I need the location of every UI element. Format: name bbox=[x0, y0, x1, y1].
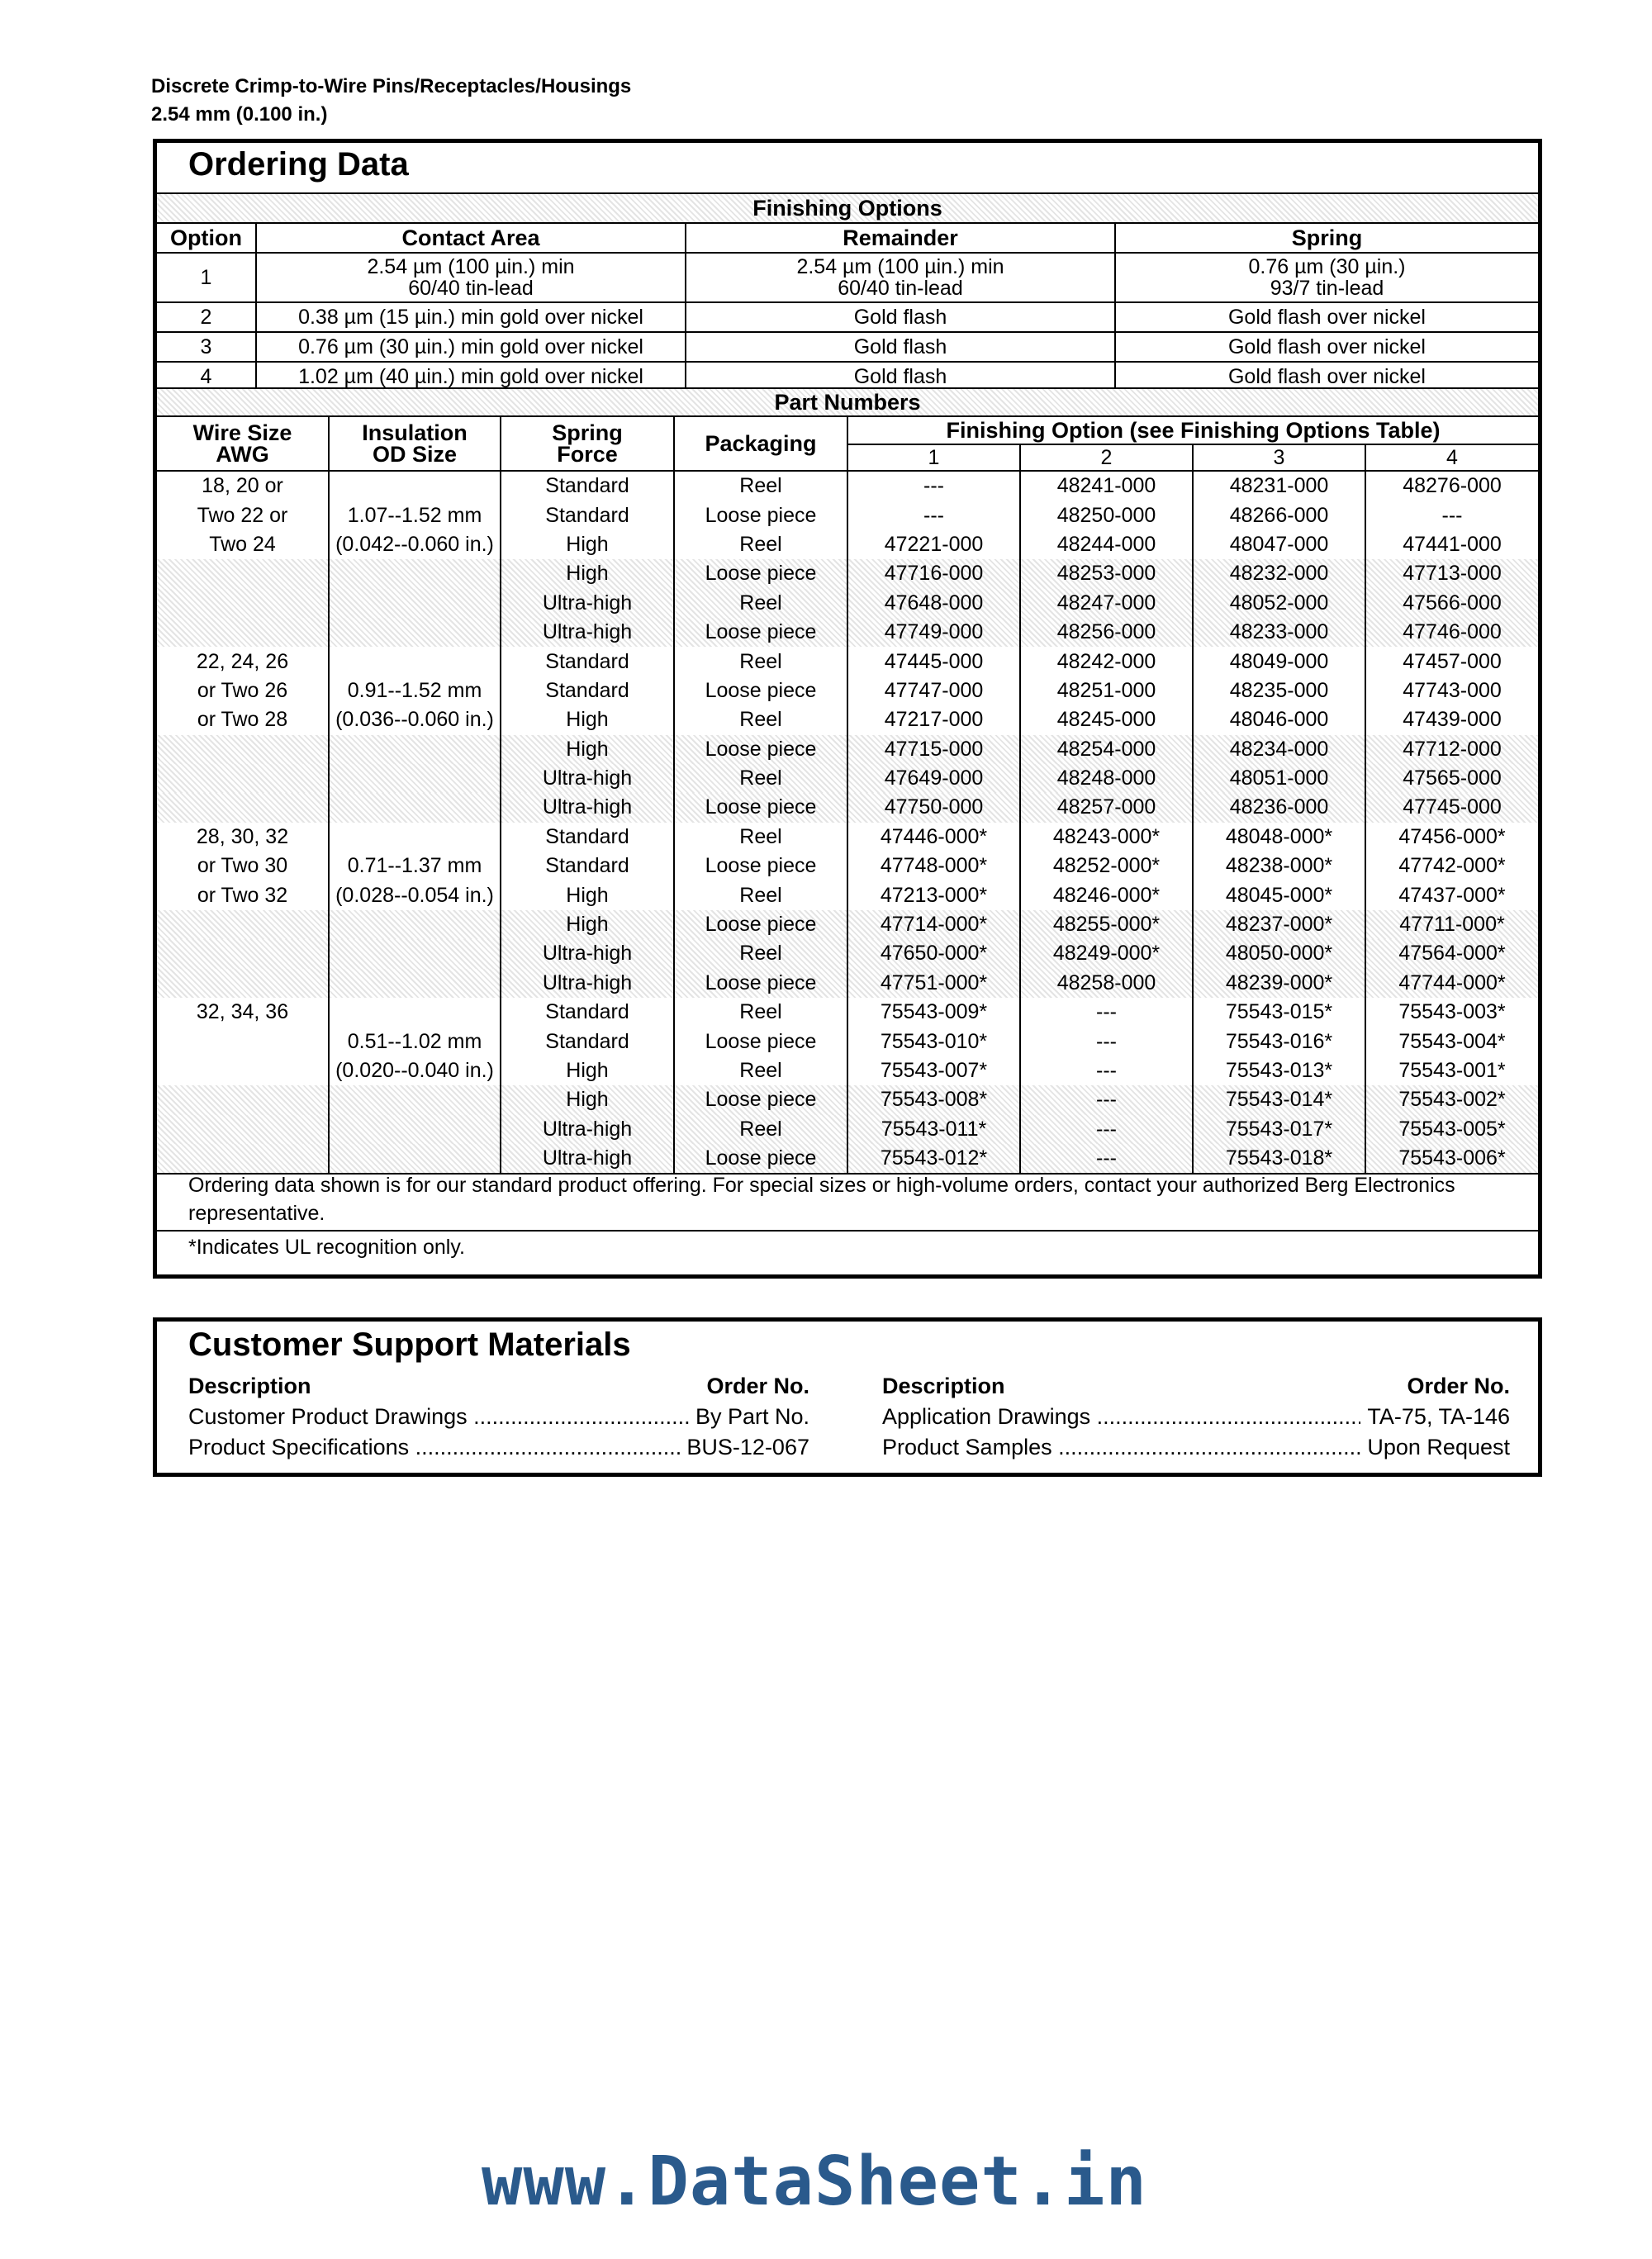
insulation-cell bbox=[329, 823, 501, 852]
col-option-1: 1 bbox=[847, 444, 1020, 471]
part-number-option-1: 47715-000 bbox=[847, 735, 1020, 764]
spring-force-cell: Ultra-high bbox=[501, 1115, 674, 1144]
part-number-option-3: 48233-000 bbox=[1193, 618, 1365, 647]
support-order: Upon Request bbox=[1367, 1435, 1510, 1459]
remainder-cell: Gold flash bbox=[686, 332, 1115, 362]
insulation-cell bbox=[329, 471, 501, 501]
spring-force-cell: High bbox=[501, 880, 674, 909]
part-number-option-3: 75543-018* bbox=[1193, 1144, 1365, 1174]
insulation-cell: 0.51--1.02 mm bbox=[329, 1027, 501, 1056]
part-number-option-3: 75543-017* bbox=[1193, 1115, 1365, 1144]
part-number-option-3: 48234-000 bbox=[1193, 735, 1365, 764]
part-number-option-2: 48243-000* bbox=[1020, 823, 1193, 852]
support-desc: Customer Product Drawings ..... bbox=[188, 1402, 689, 1432]
packaging-cell: Reel bbox=[674, 1115, 847, 1144]
insulation-cell bbox=[329, 939, 501, 968]
part-number-option-1: 75543-009* bbox=[847, 998, 1020, 1027]
col-option: Option bbox=[157, 223, 256, 253]
part-row bbox=[157, 939, 1538, 968]
support-title: Customer Support Materials bbox=[188, 1326, 631, 1363]
wire-size-cell: 28, 30, 32 bbox=[157, 823, 329, 852]
support-row bbox=[882, 1402, 1510, 1432]
spring-force-cell: Ultra-high bbox=[501, 793, 674, 822]
col-remainder: Remainder bbox=[686, 223, 1115, 253]
part-number-option-2: 48246-000* bbox=[1020, 880, 1193, 909]
spring-force-cell: High bbox=[501, 910, 674, 939]
contact-area-cell: 1.02 µm (40 µin.) min gold over nickel bbox=[256, 362, 686, 392]
part-number-option-1: 47648-000 bbox=[847, 589, 1020, 618]
part-row bbox=[157, 647, 1538, 676]
part-row bbox=[157, 1115, 1538, 1144]
col-wire-size: Wire Size AWG bbox=[157, 416, 329, 471]
part-number-option-1: 47716-000 bbox=[847, 559, 1020, 588]
wire-size-cell: or Two 30 bbox=[157, 852, 329, 880]
insulation-cell bbox=[329, 559, 501, 588]
part-numbers-band: Part Numbers bbox=[157, 388, 1538, 416]
part-number-option-2: 48255-000* bbox=[1020, 910, 1193, 939]
support-row bbox=[188, 1402, 809, 1432]
part-number-option-2: 48242-000 bbox=[1020, 647, 1193, 676]
ordering-note: Ordering data shown is for our standard product offering. For special sizes or high-volume orders, contact your authorized Berg Electronics representative. bbox=[188, 1174, 1455, 1225]
support-order: BUS-12-067 bbox=[686, 1435, 809, 1459]
part-number-option-3: 48051-000 bbox=[1193, 764, 1365, 793]
desc-label: Description bbox=[882, 1374, 1005, 1398]
support-desc: Product Specifications ..... bbox=[188, 1432, 680, 1463]
support-desc: Application Drawings ..... bbox=[882, 1402, 1360, 1432]
part-number-option-4: 47566-000 bbox=[1365, 589, 1538, 618]
wire-size-cell bbox=[157, 969, 329, 998]
packaging-cell: Loose piece bbox=[674, 1144, 847, 1174]
part-number-option-1: 47750-000 bbox=[847, 793, 1020, 822]
insulation-cell bbox=[329, 998, 501, 1027]
part-number-option-3: 48232-000 bbox=[1193, 559, 1365, 588]
insulation-cell bbox=[329, 1115, 501, 1144]
spring-force-cell: Ultra-high bbox=[501, 969, 674, 998]
finishing-row bbox=[157, 332, 1538, 362]
insulation-cell bbox=[329, 647, 501, 676]
spring-force-cell: High bbox=[501, 735, 674, 764]
contact-area-cell: 0.76 µm (30 µin.) min gold over nickel bbox=[256, 332, 686, 362]
remainder-cell: Gold flash bbox=[686, 302, 1115, 332]
part-number-option-2: --- bbox=[1020, 1144, 1193, 1174]
part-number-option-3: 75543-013* bbox=[1193, 1056, 1365, 1085]
part-number-option-2: 48241-000 bbox=[1020, 471, 1193, 501]
support-order: By Part No. bbox=[695, 1404, 809, 1429]
part-number-option-1: 47714-000* bbox=[847, 910, 1020, 939]
part-number-option-2: --- bbox=[1020, 1085, 1193, 1114]
packaging-cell: Loose piece bbox=[674, 559, 847, 588]
part-number-option-1: 75543-007* bbox=[847, 1056, 1020, 1085]
part-row bbox=[157, 910, 1538, 939]
insulation-cell bbox=[329, 969, 501, 998]
watermark[interactable]: www.DataSheet.in bbox=[482, 2143, 1147, 2221]
packaging-cell: Loose piece bbox=[674, 501, 847, 529]
part-number-option-3: 48050-000* bbox=[1193, 939, 1365, 968]
part-number-option-2: 48252-000* bbox=[1020, 852, 1193, 880]
option-number: 4 bbox=[157, 362, 256, 392]
part-row bbox=[157, 764, 1538, 793]
col-spring-force: Spring Force bbox=[501, 416, 674, 471]
spring-force-cell: Standard bbox=[501, 676, 674, 705]
part-number-option-1: --- bbox=[847, 471, 1020, 501]
part-number-option-1: 47221-000 bbox=[847, 530, 1020, 559]
col-option-2: 2 bbox=[1020, 444, 1193, 471]
support-order: TA-75, TA-146 bbox=[1367, 1404, 1510, 1429]
part-row bbox=[157, 618, 1538, 647]
insulation-cell: (0.036--0.060 in.) bbox=[329, 705, 501, 734]
page-header bbox=[151, 73, 631, 129]
spring-force-cell: High bbox=[501, 559, 674, 588]
packaging-cell: Reel bbox=[674, 647, 847, 676]
wire-size-cell: Two 24 bbox=[157, 530, 329, 559]
col-finishing-option: Finishing Option (see Finishing Options Table) bbox=[847, 416, 1538, 444]
part-number-option-1: 47217-000 bbox=[847, 705, 1020, 734]
part-row bbox=[157, 880, 1538, 909]
spring-force-cell: Standard bbox=[501, 471, 674, 501]
part-number-option-2: 48253-000 bbox=[1020, 559, 1193, 588]
part-number-option-4: 47713-000 bbox=[1365, 559, 1538, 588]
part-number-option-4: 47439-000 bbox=[1365, 705, 1538, 734]
packaging-cell: Loose piece bbox=[674, 1027, 847, 1056]
wire-size-cell bbox=[157, 764, 329, 793]
spring-force-cell: Ultra-high bbox=[501, 939, 674, 968]
wire-size-cell bbox=[157, 1115, 329, 1144]
spring-force-cell: Ultra-high bbox=[501, 1144, 674, 1174]
spring-force-cell: Ultra-high bbox=[501, 618, 674, 647]
part-number-option-2: 48256-000 bbox=[1020, 618, 1193, 647]
spring-force-cell: Standard bbox=[501, 501, 674, 529]
part-number-option-1: 75543-011* bbox=[847, 1115, 1020, 1144]
part-row bbox=[157, 969, 1538, 998]
wire-size-cell bbox=[157, 793, 329, 822]
spring-force-cell: Standard bbox=[501, 823, 674, 852]
insulation-cell bbox=[329, 618, 501, 647]
spring-cell: Gold flash over nickel bbox=[1115, 362, 1538, 392]
remainder-cell: 2.54 µm (100 µin.) min 60/40 tin-lead bbox=[686, 253, 1115, 302]
part-number-option-2: 48248-000 bbox=[1020, 764, 1193, 793]
part-number-option-4: 47564-000* bbox=[1365, 939, 1538, 968]
spring-cell: Gold flash over nickel bbox=[1115, 332, 1538, 362]
part-number-option-3: 75543-015* bbox=[1193, 998, 1365, 1027]
part-number-option-1: 47213-000* bbox=[847, 880, 1020, 909]
spring-force-cell: Standard bbox=[501, 852, 674, 880]
part-number-option-2: --- bbox=[1020, 1115, 1193, 1144]
part-number-option-1: 47748-000* bbox=[847, 852, 1020, 880]
part-number-option-4: 47441-000 bbox=[1365, 530, 1538, 559]
insulation-cell bbox=[329, 589, 501, 618]
header-title: Discrete Crimp-to-Wire Pins/Receptacles/Housings bbox=[151, 75, 632, 97]
spring-force-cell: Ultra-high bbox=[501, 589, 674, 618]
option-number: 1 bbox=[157, 253, 256, 302]
wire-size-cell bbox=[157, 735, 329, 764]
customer-support-box bbox=[153, 1317, 1542, 1477]
part-number-option-3: 48235-000 bbox=[1193, 676, 1365, 705]
col-spring: Spring bbox=[1115, 223, 1538, 253]
part-number-option-2: 48245-000 bbox=[1020, 705, 1193, 734]
packaging-cell: Reel bbox=[674, 823, 847, 852]
packaging-cell: Loose piece bbox=[674, 618, 847, 647]
part-row bbox=[157, 1056, 1538, 1085]
part-number-option-4: 75543-003* bbox=[1365, 998, 1538, 1027]
packaging-cell: Reel bbox=[674, 764, 847, 793]
part-number-option-2: 48251-000 bbox=[1020, 676, 1193, 705]
insulation-cell: 0.71--1.37 mm bbox=[329, 852, 501, 880]
part-number-option-3: 48047-000 bbox=[1193, 530, 1365, 559]
part-row bbox=[157, 1027, 1538, 1056]
part-number-option-1: 47649-000 bbox=[847, 764, 1020, 793]
part-number-option-2: 48254-000 bbox=[1020, 735, 1193, 764]
wire-size-cell bbox=[157, 1085, 329, 1114]
part-number-option-4: 75543-004* bbox=[1365, 1027, 1538, 1056]
part-number-option-4: 75543-006* bbox=[1365, 1144, 1538, 1174]
col-packaging: Packaging bbox=[674, 416, 847, 471]
finishing-options-table bbox=[157, 192, 1538, 392]
part-number-option-1: 47446-000* bbox=[847, 823, 1020, 852]
spring-force-cell: High bbox=[501, 1056, 674, 1085]
wire-size-cell bbox=[157, 559, 329, 588]
packaging-cell: Loose piece bbox=[674, 910, 847, 939]
part-number-option-2: 48244-000 bbox=[1020, 530, 1193, 559]
insulation-cell: 1.07--1.52 mm bbox=[329, 501, 501, 529]
part-number-option-3: 48231-000 bbox=[1193, 471, 1365, 501]
order-label: Order No. bbox=[1407, 1374, 1510, 1398]
part-number-option-4: 47746-000 bbox=[1365, 618, 1538, 647]
option-number: 3 bbox=[157, 332, 256, 362]
insulation-cell bbox=[329, 764, 501, 793]
part-number-option-4: 47437-000* bbox=[1365, 880, 1538, 909]
packaging-cell: Reel bbox=[674, 530, 847, 559]
packaging-cell: Loose piece bbox=[674, 969, 847, 998]
spring-force-cell: High bbox=[501, 1085, 674, 1114]
wire-size-cell: or Two 32 bbox=[157, 880, 329, 909]
support-left-column bbox=[188, 1371, 809, 1463]
part-number-option-3: 48237-000* bbox=[1193, 910, 1365, 939]
contact-area-cell: 2.54 µm (100 µin.) min 60/40 tin-lead bbox=[256, 253, 686, 302]
col-option-3: 3 bbox=[1193, 444, 1365, 471]
part-number-option-2: 48258-000 bbox=[1020, 969, 1193, 998]
wire-size-cell bbox=[157, 1144, 329, 1174]
spring-cell: 0.76 µm (30 µin.) 93/7 tin-lead bbox=[1115, 253, 1538, 302]
part-number-option-4: 47565-000 bbox=[1365, 764, 1538, 793]
packaging-cell: Loose piece bbox=[674, 1085, 847, 1114]
ordering-title: Ordering Data bbox=[188, 146, 409, 183]
part-number-option-4: 47745-000 bbox=[1365, 793, 1538, 822]
support-right-column bbox=[882, 1371, 1510, 1463]
wire-size-cell: 32, 34, 36 bbox=[157, 998, 329, 1027]
part-number-option-1: 47445-000 bbox=[847, 647, 1020, 676]
part-number-option-4: 47742-000* bbox=[1365, 852, 1538, 880]
part-row bbox=[157, 471, 1538, 501]
packaging-cell: Loose piece bbox=[674, 735, 847, 764]
part-number-option-4: 47711-000* bbox=[1365, 910, 1538, 939]
part-number-option-1: 75543-008* bbox=[847, 1085, 1020, 1114]
part-number-option-1: 47749-000 bbox=[847, 618, 1020, 647]
header-subtitle: 2.54 mm (0.100 in.) bbox=[151, 103, 328, 126]
spring-force-cell: Standard bbox=[501, 998, 674, 1027]
part-number-option-2: 48257-000 bbox=[1020, 793, 1193, 822]
part-row bbox=[157, 998, 1538, 1027]
support-desc: Product Samples ..... bbox=[882, 1432, 1360, 1463]
wire-size-cell bbox=[157, 589, 329, 618]
part-row bbox=[157, 1085, 1538, 1114]
part-number-option-4: 47744-000* bbox=[1365, 969, 1538, 998]
part-number-option-4: 48276-000 bbox=[1365, 471, 1538, 501]
insulation-cell bbox=[329, 793, 501, 822]
part-number-option-1: 75543-010* bbox=[847, 1027, 1020, 1056]
support-row bbox=[188, 1432, 809, 1463]
wire-size-cell: Two 22 or bbox=[157, 501, 329, 529]
insulation-cell bbox=[329, 1085, 501, 1114]
ordering-data-box bbox=[153, 139, 1542, 1279]
packaging-cell: Reel bbox=[674, 880, 847, 909]
part-number-option-4: 47743-000 bbox=[1365, 676, 1538, 705]
insulation-cell bbox=[329, 910, 501, 939]
wire-size-cell: or Two 28 bbox=[157, 705, 329, 734]
option-number: 2 bbox=[157, 302, 256, 332]
note-divider bbox=[157, 1230, 1538, 1232]
part-row bbox=[157, 705, 1538, 734]
part-number-option-3: 48239-000* bbox=[1193, 969, 1365, 998]
col-insulation: Insulation OD Size bbox=[329, 416, 501, 471]
part-row bbox=[157, 823, 1538, 852]
col-option-4: 4 bbox=[1365, 444, 1538, 471]
wire-size-cell: 18, 20 or bbox=[157, 471, 329, 501]
insulation-cell: 0.91--1.52 mm bbox=[329, 676, 501, 705]
part-row bbox=[157, 793, 1538, 822]
part-row bbox=[157, 735, 1538, 764]
spring-force-cell: High bbox=[501, 705, 674, 734]
wire-size-cell bbox=[157, 910, 329, 939]
part-row bbox=[157, 676, 1538, 705]
spring-force-cell: Standard bbox=[501, 1027, 674, 1056]
packaging-cell: Reel bbox=[674, 471, 847, 501]
insulation-cell: (0.042--0.060 in.) bbox=[329, 530, 501, 559]
part-number-option-4: 75543-002* bbox=[1365, 1085, 1538, 1114]
finishing-row bbox=[157, 253, 1538, 302]
part-number-option-3: 48045-000* bbox=[1193, 880, 1365, 909]
spring-force-cell: Ultra-high bbox=[501, 764, 674, 793]
part-number-option-2: --- bbox=[1020, 998, 1193, 1027]
packaging-cell: Loose piece bbox=[674, 852, 847, 880]
spring-force-cell: Standard bbox=[501, 647, 674, 676]
part-number-option-4: 75543-001* bbox=[1365, 1056, 1538, 1085]
packaging-cell: Reel bbox=[674, 998, 847, 1027]
part-number-option-3: 75543-014* bbox=[1193, 1085, 1365, 1114]
support-row bbox=[882, 1432, 1510, 1463]
part-number-option-2: --- bbox=[1020, 1027, 1193, 1056]
part-number-option-2: 48249-000* bbox=[1020, 939, 1193, 968]
part-number-option-3: 48046-000 bbox=[1193, 705, 1365, 734]
part-row bbox=[157, 589, 1538, 618]
order-label: Order No. bbox=[706, 1374, 809, 1398]
insulation-cell bbox=[329, 1144, 501, 1174]
part-number-option-4: --- bbox=[1365, 501, 1538, 529]
part-row bbox=[157, 501, 1538, 529]
packaging-cell: Reel bbox=[674, 705, 847, 734]
part-number-option-3: 48236-000 bbox=[1193, 793, 1365, 822]
packaging-cell: Reel bbox=[674, 589, 847, 618]
packaging-cell: Loose piece bbox=[674, 676, 847, 705]
packaging-cell: Reel bbox=[674, 939, 847, 968]
part-number-option-1: 47747-000 bbox=[847, 676, 1020, 705]
part-number-option-2: 48247-000 bbox=[1020, 589, 1193, 618]
part-number-option-3: 48049-000 bbox=[1193, 647, 1365, 676]
part-row bbox=[157, 530, 1538, 559]
contact-area-cell: 0.38 µm (15 µin.) min gold over nickel bbox=[256, 302, 686, 332]
part-number-option-1: 47751-000* bbox=[847, 969, 1020, 998]
part-row bbox=[157, 559, 1538, 588]
part-number-option-3: 48052-000 bbox=[1193, 589, 1365, 618]
wire-size-cell bbox=[157, 1056, 329, 1085]
part-number-option-3: 75543-016* bbox=[1193, 1027, 1365, 1056]
packaging-cell: Loose piece bbox=[674, 793, 847, 822]
ul-footnote: *Indicates UL recognition only. bbox=[188, 1236, 465, 1259]
part-number-option-3: 48048-000* bbox=[1193, 823, 1365, 852]
part-number-option-4: 47712-000 bbox=[1365, 735, 1538, 764]
part-number-option-3: 48266-000 bbox=[1193, 501, 1365, 529]
part-row bbox=[157, 852, 1538, 880]
desc-label: Description bbox=[188, 1374, 311, 1398]
finishing-options-band: Finishing Options bbox=[157, 193, 1538, 223]
wire-size-cell: or Two 26 bbox=[157, 676, 329, 705]
part-number-option-4: 47456-000* bbox=[1365, 823, 1538, 852]
wire-size-cell bbox=[157, 618, 329, 647]
wire-size-cell bbox=[157, 1027, 329, 1056]
part-number-option-4: 75543-005* bbox=[1365, 1115, 1538, 1144]
spring-cell: Gold flash over nickel bbox=[1115, 302, 1538, 332]
spring-force-cell: High bbox=[501, 530, 674, 559]
remainder-cell: Gold flash bbox=[686, 362, 1115, 392]
col-contact-area: Contact Area bbox=[256, 223, 686, 253]
part-number-option-1: 75543-012* bbox=[847, 1144, 1020, 1174]
part-number-option-3: 48238-000* bbox=[1193, 852, 1365, 880]
part-number-option-2: 48250-000 bbox=[1020, 501, 1193, 529]
insulation-cell: (0.020--0.040 in.) bbox=[329, 1056, 501, 1085]
finishing-row bbox=[157, 302, 1538, 332]
part-number-option-1: --- bbox=[847, 501, 1020, 529]
part-number-option-4: 47457-000 bbox=[1365, 647, 1538, 676]
wire-size-cell bbox=[157, 939, 329, 968]
part-number-option-2: --- bbox=[1020, 1056, 1193, 1085]
part-number-option-1: 47650-000* bbox=[847, 939, 1020, 968]
packaging-cell: Reel bbox=[674, 1056, 847, 1085]
part-row bbox=[157, 1144, 1538, 1174]
wire-size-cell: 22, 24, 26 bbox=[157, 647, 329, 676]
insulation-cell: (0.028--0.054 in.) bbox=[329, 880, 501, 909]
insulation-cell bbox=[329, 735, 501, 764]
part-numbers-table bbox=[157, 387, 1538, 1175]
